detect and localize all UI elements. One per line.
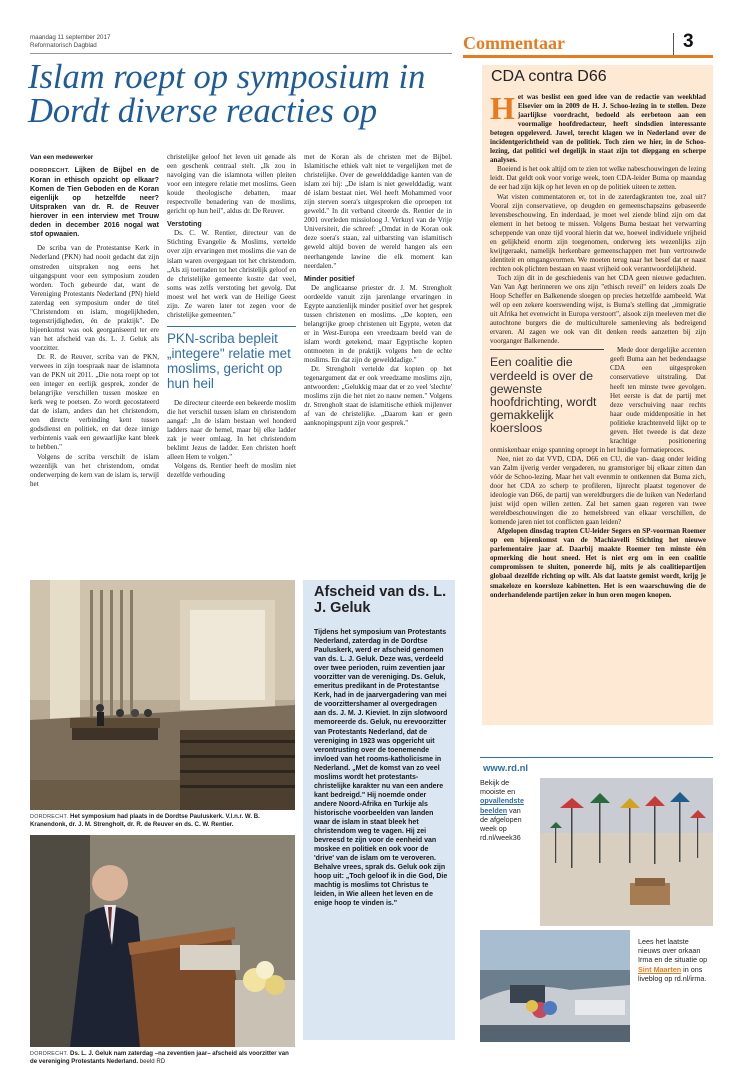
article-paragraph: met de Koran als de christen met de Bijbel. Islamitische ethiek valt niet te vergelijken met de christelijke. Over de geweldddadige kanten van de islam zei hij: „De islam is niet gewelddadig, want dé islam bestaat niet. Wel heeft Mohammed voor zijn sterven soera's uitgesproken die oproepen tot geweld." In dit verband citeerde ds. Rentier de in 2001 overleden missioloog J. Verkuyl van de Vrije Universiteit, die schreef: „Omdat in de Koran ook deze soera's staan, zal uitbarsting van islamitisch geweld altijd boven de wereld hangen als een neerhangende lawine die elk moment kan neerdalen." [304, 153, 452, 270]
sidebar-body: Tijdens het symposium van Protestants Nederland, zaterdag in de Dordtse Pauluskerk, werd er afscheid genomen van ds. L. J. Geluk. Deze was, verdeeld over twee perioden, ruim zeventien jaar voorzitter van de vereniging. Ds. Geluk, emeritus predikant in de Protestantse Kerk, had in de jaarvergadering van mei de voorzittershamer al overgedragen aan ds. J. M. J. Kieviet. In zijn slotwoord memoreerde ds. Geluk, nu erevoorzitter van Protestants Nederland, dat de vereniging in 1923 was opgericht uit verontrusting over de toenemende invloed van het rooms-katholicisme in Nederland. „Met de komst van zo veel moslims wordt het protestants-christelijke karakter nu van een andere kant bedreigd." Hij noemde onder andere Noord-Afrika en Turkije als historische voorbeelden van landen waar de islam in staat bleek het christendom weg te vagen. Hij zei bevreesd te zijn voor de eenheid van moskee en politiek en ook voor de 'drive' van de islam om te veroveren. Behalve vrees, sprak ds. Geluk ook zijn hoop uit: „Toch geloof ik in die God, Die machtig is moslims tot Christus te leiden, in Wie alleen het leven en de enige hoop te vinden is." [314, 629, 448, 908]
web-url[interactable]: www.rd.nl [483, 763, 529, 774]
article-subhead: Minder positief [304, 274, 355, 283]
geluk-photo-caption: DORDRECHT. Ds. L. J. Geluk nam zaterdag –na zeventien jaar– afscheid als voorzitter van de vereniging Protestants Nederland. beeld RD [30, 1050, 289, 1065]
article-paragraph: Dr. R. de Reuver, scriba van de PKN, verwees in zijn toespraak naar de islamnota van de PKN uit 2011. „Die nota roept op tot een integer en eerlijk gesprek, zonder de belangrijke verschillen tussen moskee en kerk weg te poetsen. Zo wordt gecostateerd dat de islam, anders dan het christendom, een directe verbinding kent tussen godsdienst en politiek, en dat deze innige verbintenis vaak een gewaarlijke kant bleek te hebben." [30, 352, 159, 452]
farewell-sidebar [303, 580, 455, 1040]
header-paper: Reformatorisch Dagblad [30, 42, 97, 49]
article-column-1 [30, 153, 159, 571]
commentary-title: CDA contra D66 [491, 68, 607, 85]
article-paragraph: Volgens de scriba verschilt de islam wezenlijk van het christendom, omdat onderwerping de kern van de islam is, terwijl het [30, 452, 159, 488]
article-lead: DORDRECHT. Lijken de Bijbel en de Koran in ethisch opzicht op elkaar? Komen de Tien Geboden en de Koran eigenlijk op hetzelfde neer? Uitspraken van dr. R. de Reuver hierover in een interview met Trouw deden in december 2016 nogal wat stof opwaaien. [30, 166, 159, 239]
article-paragraph: Volgens ds. Rentier heeft de moslim niet dezelfde verhouding [167, 462, 296, 480]
header-date: maandag 11 september 2017 [30, 34, 111, 41]
commentary-box [482, 65, 713, 725]
hurricane-photo [480, 930, 630, 1042]
article-column-2 [167, 153, 296, 571]
commentary-paragraph: Wat visten commentatoren er, tot in de zaterdagkranten toe, zoal uit? Vooral zijn conservatieve, op deugden en gemeenschapszins gebaseerde levensbeschouwing. En inderdaad, je moet wel ziende blind zijn om dat element in het betoog te missen. Volgens Buma bestaat het verwarring scheppende van onze tijd vooral hierin dat we, hoewel individuele vrijheid en gelijkheid enorm zijn toegenomen, onderweg iets wezenlijks zijn kwijtgeraakt, namelijk herkenbare gemeenschappen met hun vertrouwde identiteit en omgangsvormen. We moeten terug naar het besef dat er naast rechten ook plichten bestaan en naast vrijheid ook verantwoordelijkheid. [490, 192, 706, 273]
speaker-image [30, 835, 295, 1047]
article-headline: Islam roept op symposium in Dordt diverse reacties op [28, 58, 426, 130]
symposium-photo-caption: DORDRECHT. Het symposium had plaats in de Dordtse Pauluskerk. V.l.n.r. W. B. Kranendonk, dr. J. M. Strengholt, dr. R. de Reuver en ds. C. W. Rentier. [30, 813, 260, 828]
page-number: 3 [683, 31, 694, 52]
article-paragraph: christelijke geloof het leven uit genade als een geschenk centraal stelt. „Ik zou in navolging van die islamnota willen pleiten voor een integere relatie met moslims. Geen koude theologische debatten, maar respectvolle benadering van de moslims, gericht op hun heil", aldus dr. De Reuver. [167, 153, 296, 216]
article-byline: Van een medewerker [30, 154, 94, 161]
section-title: Commentaar [463, 33, 565, 53]
sidebar-title: Afscheid van ds. L. J. Geluk [314, 584, 447, 616]
section-rule [463, 55, 713, 58]
commentary-lead: Het was beslist een goed idee van de redactie van weekblad Elsevier om in 2009 de H. J. Schoo-lezing in te stellen. Deze jaarlijkse voordracht, bedoeld als eerbetoon aan een voormalige hoofdredacteur, heeft sindsdien interessante betogen opgeleverd. Jawel, terecht klagen we in Nederland over de incidentgerichtheid van de politiek. Toch zien we hier, in de Schoo-lezing, dat politici wel degelijk in staat zijn tot diepgang en scherpe analyses. [490, 93, 706, 165]
symposium-photo [30, 580, 295, 810]
commentary-text [490, 93, 706, 721]
commentary-paragraph: Nee, niet zo dat VVD, CDA, D66 en CU, die van- daag onder leiding van Zalm ijverig verder vergaderen, nu gramstoriger bij elkaar zitten dan vóór de Schoo-lezing. Maar het valt evenmin te ontkennen dat Buma zich, door het CDA zo scherp te profileren, lijnrecht plaatst tegenover de ideologie van D66, de partij van wereldburgers die de luiken van Nederland juist wijd open willen zetten. Zal het samen gaan regeren van twee wereldbeschouwingen die zo hemelsbreed van elkaar verschillen, de komende jaren niet tot conflicten gaan leiden? [490, 454, 706, 527]
web-promo-hurricane: Lees het laatste nieuws over orkaan Irma en de situatie op Sint Maarten in ons liveblog op rd.nl/irma. [638, 937, 708, 983]
web-promo-photos: Bekijk de mooiste en opvallendste beelden van de afgelopen week op rd.nl/week36 [480, 778, 524, 843]
commentary-paragraph: Toch zijn dit in de geschiedenis van het CDA geen nieuwe gedachten. Van Van Agt herinneren we ons zijn "ethisch reveil" en leiders zoals De Hoop Scheffer en Balkenende sloegen op precies hetzelfde aambeeld. Wat wél op een zekere koerswending wijst, is Buma's stelling dat „immigratie uit Afrika het evenwicht in Europa verstoort", alsook zijn meeleven met die autochtone burgers die de multiculturele samenleving als bedreigend ervaren. Al zagen we ook van dit denken reeds aanzetten bij zijn voorganger Balkenende. [490, 273, 706, 346]
commentary-closing: Afgelopen dinsdag trapten CU-leider Segers en SP-voorman Roemer op een bijeenkomst van de Machiavelli Stichting het nieuwe parlementaire jaar af. Daarbij maakte Roemer ten minste één opmerking die hout sneed. Het is niet erg om in een coalitie compromissen te sluiten, poneerde hij, mits je als coalitiepartijen globaal dezelfde richting op wilt. Als dat laatste gemist wordt, krijg je smakeloze en koersloze kabinetten. Het is een waarschuwing die de onderhandelende partijen zeker in hun oren mogen knopen. [490, 527, 706, 599]
article-paragraph: Dr. Strengholt vertelde dat kopten op het tegenargument dat er ook vreedzame moslims zijn, antwoorden: „Gelukkig maar dat er zo veel 'slechte' moslims zijn die het niet zo nauw nemen." Volgens dr. Strengholt staat de islamitische ethiek mijlenver af van de christelijke. „Daarom kan er geen aanknopingspunt zijn voor gesprek." [304, 365, 452, 428]
article-paragraph: De scriba van de Protestantse Kerk in Nederland (PKN) had nooit gedacht dat zijn omstreden uitspraken nog eens het uitgangspunt voor een symposium zouden worden. Toch gebeurde dat, want de Vereniging Protestants Nederland (PN) hield zaterdag een symposium onder de titel "Christendom en islam, mogelijkheden, tegenstrijdigheden, én de praktijk". De bijeenkomst was ook georganiseerd ter ere van het afscheid van ds. L. J. Geluk als voorzitter. [30, 244, 159, 352]
article-column-3 [304, 153, 452, 571]
church-interior-image [30, 580, 295, 810]
article-paragraph: De directeur citeerde een bekeerde moslim die het verschil tussen islam en christendom aangaf: „In de islam bestaan wel honderd ladders naar de hemel, maar bij elke ladder zak je weer omlaag. In het christendom beklimt Jezus de ladder. Een christen hoeft alleen Hem te volgen." [167, 398, 296, 462]
header-divider [673, 33, 674, 55]
article-paragraph: De anglicaanse priester dr. J. M. Strengholt oordeelde vanuit zijn jarenlange ervaringen in Egypte aanzienlijk minder positief over het gesprek tussen christenen en moslims. „De kopten, een belangrijke groep christenen uit Egypte, weten dat er in West-Europa een vreedzaam beeld van de islam wordt getekend, maar Egyptische kopten ontmoeten in de praktijk volgens hen de echte moslims. En dat zijn de gewelddadige." [304, 283, 452, 365]
commentary-pullquote: Een coalitie die verdeeld is over de gewenste hoofdrichting, wordt gemakkelijk koersloos [490, 349, 604, 435]
hurricane-damage-image [480, 930, 630, 1042]
beach-umbrellas-image [540, 778, 713, 926]
header-rule [30, 53, 452, 54]
beach-photo [540, 778, 713, 926]
web-promo-photos-link[interactable]: opvallendste beelden [480, 796, 524, 815]
pullquote-rule [490, 349, 604, 350]
article-paragraph: Ds. C. W. Rentier, directeur van de Stichting Evangelie & Moslims, vertelde over zijn ervaringen met moslims die van de islam waren overgegaan tot het christendom. „Als zij toetraden tot het christelijk geloof en de christelijke gemeente kostte dat veel, soms was zelfs verstoting het gevolg. Dat moest wel het werk van de Heilige Geest zijn. Ze waren later tot zegen voor de christelijke gemeenten." [167, 229, 296, 319]
web-promo-hurricane-link[interactable]: Sint Maarten [638, 964, 682, 974]
pullquote-rule [167, 326, 296, 327]
commentary-dropcap: H [490, 93, 515, 126]
geluk-photo [30, 835, 295, 1047]
article-subhead: Verstoting [167, 220, 202, 229]
article-pullquote: PKN-scriba bepleit „integere" relatie met moslims, gericht op hun heil [167, 330, 291, 391]
commentary-header [463, 33, 713, 59]
commentary-paragraph: Boeiend is het ook altijd om te zien tot welke nabeschouwingen de lezing leidt. Dat geldt ook voor vorige week, toen CDA-leider Buma op maandag de eer had zijn kijk op het leven en op de politiek uiteen te zetten. [490, 165, 706, 192]
web-rule [480, 757, 713, 758]
commentary-paragraph: Mede door dergelijke accenten geeft Buma aan het bedendaagse CDA een uitgesproken conservatieve uitstraling. Dat heeft ten minste twee gevolgen. Het eerste is dat de partij met deze verschuiving naar rechts haar oude middenpositie in het politieke krachtenveld lijkt op te geven. Het tweede is dat deze krachtige positionering onmiskenbaar enige spanning oproept in het huidige formatieproces. [490, 346, 706, 454]
